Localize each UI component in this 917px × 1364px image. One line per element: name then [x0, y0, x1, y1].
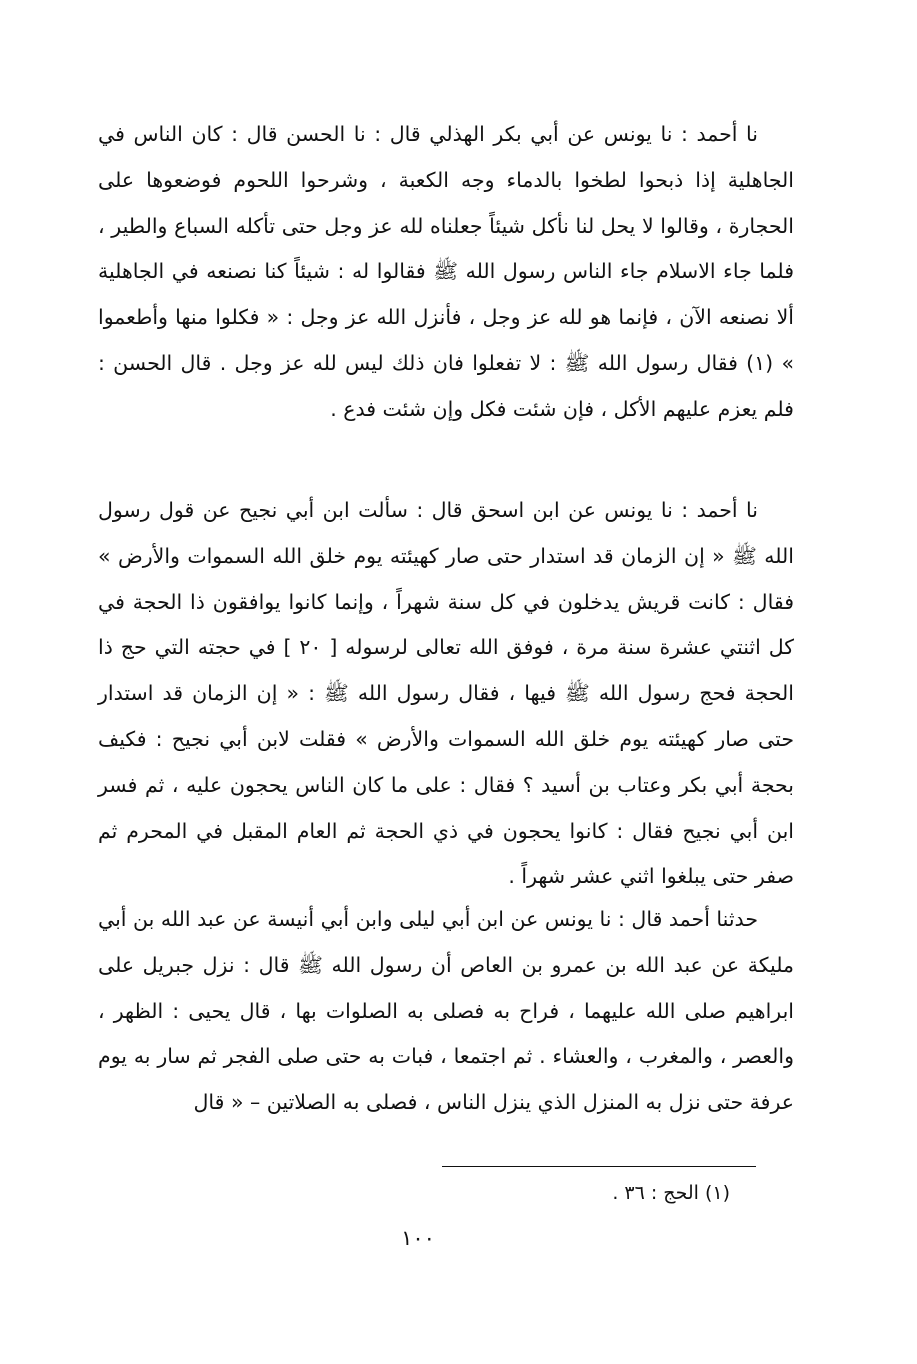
- paragraph-2: [98, 488, 794, 900]
- paragraph-3: [98, 897, 794, 1126]
- paragraph-1: [98, 112, 794, 433]
- paragraph-3-text: حدثنا أحمد قال : نا يونس عن ابن أبي ليلى وابن أبي أنيسة عن عبد الله بن أبي مليكة عن عبد الله بن عمرو بن العاص أن رسول الله ﷺ قال : نزل جبريل على ابراهيم صلى الله عليهما ، فراح به فصلى به الصلوات بها ، قال يحيى : الظهر ، والعصر ، والمغرب ، والعشاء . ثم اجتمعا ، فبات به حتى صلى الفجر ثم سار به يوم عرفة حتى نزل به المنزل الذي ينزل الناس ، فصلى به الصلاتين – « قال: [98, 907, 794, 1115]
- paragraph-2-text: نا أحمد : نا يونس عن ابن اسحق قال : سألت ابن أبي نجيح عن قول رسول الله ﷺ « إن الزمان قد استدار حتى صار كهيئته يوم خلق الله السموات والأرض » فقال : كانت قريش يدخلون في كل سنة شهراً ، وإنما كانوا يوافقون ذا الحجة في كل اثنتي عشرة سنة مرة ، فوفق الله تعالى لرسوله [ ٢٠ ] في حجته التي حج ذا الحجة فحج رسول الله ﷺ فيها ، فقال رسول الله ﷺ : « إن الزمان قد استدار حتى صار كهيئته يوم خلق الله السموات والأرض » فقلت لابن أبي نجيح : فكيف بحجة أبي بكر وعتاب بن أسيد ؟ فقال : على ما كان الناس يحجون عليه ، ثم فسر ابن أبي نجيح فقال : كانوا يحجون في ذي الحجة ثم العام المقبل في المحرم ثم صفر حتى يبلغوا اثني عشر شهراً .: [98, 498, 794, 889]
- footnote-divider: [442, 1166, 756, 1167]
- paragraph-1-text: نا أحمد : نا يونس عن أبي بكر الهذلي قال : نا الحسن قال : كان الناس في الجاهلية إذا ذبحوا لطخوا بالدماء وجه الكعبة ، وشرحوا اللحوم فوضعوها على الحجارة ، وقالوا لا يحل لنا نأكل شيئاً جعلناه لله عز وجل حتى تأكله السباع والطير ، فلما جاء الاسلام جاء الناس رسول الله ﷺ فقالوا له : شيئاً كنا نصنعه في الجاهلية ألا نصنعه الآن ، فإنما هو لله عز وجل ، فأنزل الله عز وجل : « فكلوا منها وأطعموا » (١) فقال رسول الله ﷺ : لا تفعلوا فان ذلك ليس لله عز وجل . قال الحسن : فلم يعزم عليهم الأكل ، فإن شئت فكل وإن شئت فدع .: [98, 122, 794, 421]
- footnote: (١) الحج : ٣٦ .: [612, 1182, 730, 1204]
- page-number: ١٠٠: [401, 1226, 435, 1250]
